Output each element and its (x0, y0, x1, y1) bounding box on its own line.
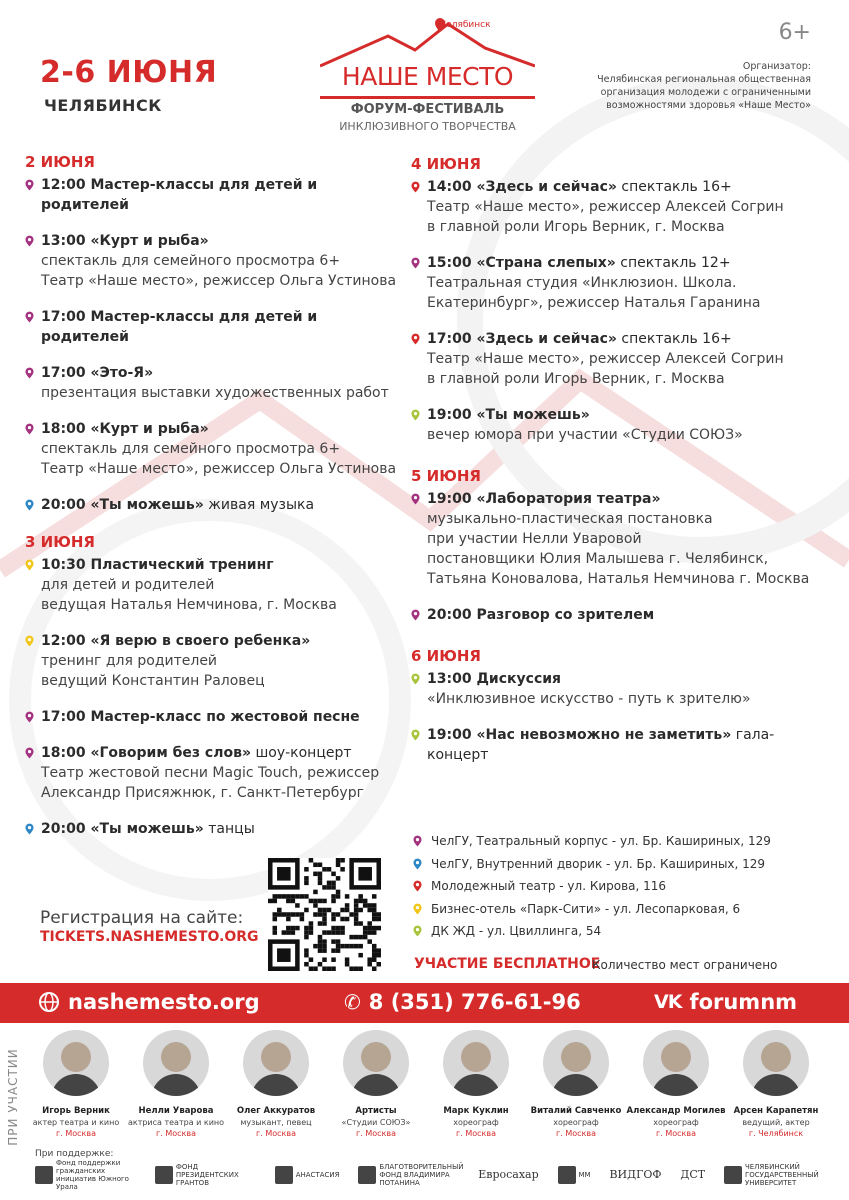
location-pin-icon (411, 493, 420, 505)
globe-icon (38, 991, 60, 1013)
schedule-event (411, 669, 831, 709)
event-title: 18:00 «Говорим без слов» (41, 745, 251, 761)
website-text: nashemesto.org (68, 990, 260, 1014)
sponsor-logo (155, 1163, 256, 1187)
event-type: живая музыка (203, 497, 315, 513)
logo-divider (320, 96, 535, 99)
avatar (43, 1030, 109, 1096)
schedule-event (411, 489, 831, 589)
schedule-event (411, 605, 831, 625)
guest-name: Александр Могилев (626, 1106, 726, 1116)
guest-role: музыкант, певец (240, 1118, 312, 1127)
event-title: 17:00 «Здесь и сейчас» (427, 331, 617, 347)
schedule-event (25, 363, 400, 403)
avatar (743, 1030, 809, 1096)
guest-name: Марк Куклин (443, 1106, 509, 1116)
sponsor-logo (558, 1166, 591, 1184)
guest-city: г. Москва (156, 1129, 196, 1138)
guest-card (326, 1030, 426, 1139)
guest-name: Арсен Карапетян (733, 1106, 819, 1116)
event-title: 17:00 Мастер-класс по жестовой песне (41, 709, 360, 725)
location-pin-icon (413, 880, 422, 892)
venue-text: Молодежный театр - ул. Кирова, 116 (431, 879, 667, 893)
event-type: спектакль 12+ (615, 255, 731, 271)
event-title: 20:00 «Ты можешь» (41, 497, 204, 513)
location-pin-icon (411, 409, 420, 421)
guest-city: г. Москва (56, 1129, 96, 1138)
sponsor-mark-icon (358, 1166, 376, 1184)
sponsor-mark-icon (558, 1166, 576, 1184)
event-detail: тренинг для родителей (41, 653, 218, 669)
avatar (343, 1030, 409, 1096)
sponsor-mark-icon (155, 1166, 173, 1184)
guest-city: г. Москва (556, 1129, 596, 1138)
sponsor-name: ФОНД ПРЕЗИДЕНТСКИХ ГРАНТОВ (175, 1163, 239, 1187)
logo-subtitle-2: ИНКЛЮЗИВНОГО ТВОРЧЕСТВА (339, 120, 516, 133)
schedule-event (25, 819, 400, 839)
venue-item (411, 875, 771, 898)
guest-role: хореограф (653, 1118, 699, 1127)
schedule-event (25, 555, 400, 615)
guest-role: хореограф (453, 1118, 499, 1127)
venue-text: ЧелГУ, Театральный корпус - ул. Бр. Кашириных, 129 (431, 834, 771, 848)
event-detail: Театральная студия «Инклюзион. Школа. (427, 275, 737, 291)
event-title: 19:00 «Лаборатория театра» (427, 491, 661, 507)
day-heading: 4 ИЮНЯ (411, 155, 481, 173)
schedule-event (411, 725, 831, 765)
event-detail: Театр «Наше место», режиссер Алексей Согрин (427, 199, 784, 215)
event-detail: Александр Присяжнюк, г. Санкт-Петербург (41, 785, 364, 801)
event-type: спектакль 16+ (616, 179, 732, 195)
phone-text: 8 (351) 776-61-96 (368, 990, 581, 1014)
schedule-event (25, 175, 400, 215)
location-pin-icon (25, 235, 34, 247)
event-detail: Театр «Наше место», режиссер Ольга Устинова (41, 273, 397, 289)
support-label: При поддержке: (35, 1149, 114, 1159)
event-detail: Театр «Наше место», режиссер Алексей Согрин (427, 351, 784, 367)
venue-text: Бизнес-отель «Парк-Сити» - ул. Лесопарковая, 6 (431, 901, 741, 916)
event-title: 19:00 «Нас невозможно не заметить» (427, 727, 732, 743)
event-detail: презентация выставки художественных работ (41, 385, 389, 401)
event-detail: спектакль для семейного просмотра 6+ (41, 253, 341, 269)
schedule-event (411, 329, 831, 389)
schedule-event (25, 231, 400, 291)
guest-role: актриса театра и кино (127, 1118, 225, 1127)
schedule-event (411, 405, 831, 445)
event-detail: музыкально-пластическая постановка (427, 511, 713, 527)
event-title: 20:00 «Ты можешь» (41, 821, 204, 837)
event-title: 15:00 «Страна слепых» (427, 255, 616, 271)
location-pin-icon (411, 257, 420, 269)
festival-logo (320, 18, 535, 136)
guest-card (126, 1030, 226, 1139)
sponsor-mark-icon (724, 1166, 742, 1184)
schedule-event (25, 707, 400, 727)
event-detail: ведущий Константин Раловец (41, 673, 265, 689)
day-heading: 2 ИЮНЯ (25, 153, 95, 171)
phone-contact[interactable] (344, 990, 581, 1014)
venue-item (411, 830, 771, 853)
guest-city: г. Челябинск (748, 1129, 804, 1138)
website-contact[interactable] (38, 990, 260, 1014)
event-title: 14:00 «Здесь и сейчас» (427, 179, 617, 195)
participants-label-text: ПРИ УЧАСТИИ (6, 1048, 20, 1146)
location-pin-icon (25, 823, 34, 835)
event-type: танцы (203, 821, 255, 837)
avatar (143, 1030, 209, 1096)
sponsor-name: ВИДГОФ (609, 1168, 662, 1181)
event-title: 12:00 «Я верю в своего ребенка» (41, 633, 311, 649)
sponsor-logos (35, 1158, 825, 1192)
location-pin-icon (25, 367, 34, 379)
schedule-left-column (25, 153, 400, 857)
event-type: гала-концерт (427, 727, 775, 763)
event-detail: постановщики Юлия Малышева г. Челябинск, (427, 551, 769, 567)
registration-label: Регистрация на сайте: (40, 908, 244, 928)
phone-icon: ✆ (344, 990, 361, 1014)
event-detail: ведущая Наталья Немчинова, г. Москва (41, 597, 337, 613)
location-pin-icon (411, 181, 420, 193)
sponsor-logo (478, 1168, 539, 1181)
avatar (543, 1030, 609, 1096)
sponsor-mark-icon (275, 1166, 293, 1184)
guest-city: г. Москва (356, 1129, 396, 1138)
event-title: 20:00 Разговор со зрителем (427, 607, 655, 623)
schedule-event (411, 177, 831, 237)
venue-item (411, 898, 771, 921)
location-pin-icon (25, 311, 34, 323)
guest-card (26, 1030, 126, 1139)
location-pin-icon (411, 673, 420, 685)
schedule-event (411, 253, 831, 313)
location-pin-icon (25, 179, 34, 191)
sponsor-logo (724, 1163, 825, 1187)
event-title: 12:00 Мастер-классы для детей и родителей (41, 177, 318, 213)
venue-legend (411, 830, 771, 943)
registration-link[interactable]: TICKETS.NASHEMESTO.ORG (40, 929, 259, 945)
avatar (643, 1030, 709, 1096)
free-participation: УЧАСТИЕ БЕСПЛАТНОЕ (414, 956, 601, 972)
event-detail: в главной роли Игорь Верник, г. Москва (427, 371, 725, 387)
event-detail: для детей и родителей (41, 577, 215, 593)
location-pin-icon (413, 835, 422, 847)
event-detail: Театр «Наше место», режиссер Ольга Устинова (41, 461, 397, 477)
schedule-right-column (411, 155, 831, 783)
guest-name: Олег Аккуратов (236, 1106, 316, 1116)
organizer-block (571, 60, 811, 112)
sponsor-name: Фонд поддержки гражданских инициатив Южного Урала (56, 1159, 129, 1191)
location-pin-icon (411, 609, 420, 621)
guest-role: «Студии СОЮЗ» (341, 1118, 411, 1127)
venue-item (411, 853, 771, 876)
sponsor-name: БЛАГОТВОРИТЕЛЬНЫЙ ФОНД ВЛАДИМИРА ПОТАНИНА (379, 1163, 464, 1187)
sponsor-name: ЧЕЛЯБИНСКИЙ ГОСУДАРСТВЕННЫЙ УНИВЕРСИТЕТ (744, 1163, 819, 1187)
vk-contact[interactable] (654, 990, 797, 1014)
guest-name: Нелли Уварова (138, 1106, 214, 1116)
logo-place: Челябинск (440, 20, 491, 30)
venue-item (411, 920, 771, 943)
guest-name: Игорь Верник (42, 1106, 110, 1116)
event-detail: в главной роли Игорь Верник, г. Москва (427, 219, 725, 235)
logo-name: НАШЕ МЕСТО (341, 62, 514, 91)
location-pin-icon (413, 858, 422, 870)
guest-card (226, 1030, 326, 1139)
guest-card (426, 1030, 526, 1139)
sponsor-name: ММ (578, 1171, 591, 1179)
guest-card (526, 1030, 626, 1139)
avatar (243, 1030, 309, 1096)
guest-city: г. Москва (256, 1129, 296, 1138)
event-detail: спектакль для семейного просмотра 6+ (41, 441, 341, 457)
sponsor-mark-icon (35, 1166, 53, 1184)
event-type: спектакль 16+ (616, 331, 732, 347)
logo-subtitle-1: ФОРУМ-ФЕСТИВАЛЬ (350, 102, 505, 117)
organizer-text: Челябинская региональная общественная организация молодежи с ограниченными возможностями здоровья «Наше Место» (597, 74, 811, 111)
sponsor-name: ДСТ (680, 1168, 706, 1181)
event-detail: вечер юмора при участии «Студии СОЮЗ» (427, 427, 743, 443)
organizer-label: Организатор: (742, 61, 811, 72)
event-detail: при участии Нелли Уваровой (427, 531, 642, 547)
venue-text: ДК ЖД - ул. Цвиллинга, 54 (431, 924, 602, 938)
sponsor-name: Евросахар (478, 1168, 539, 1181)
event-detail: Екатеринбург», режиссер Наталья Гаранина (427, 295, 761, 311)
event-title: 13:00 «Курт и рыба» (41, 233, 209, 249)
guest-role: актер театра и кино (32, 1118, 120, 1127)
guest-role: хореограф (553, 1118, 599, 1127)
guest-card (726, 1030, 826, 1139)
event-title: 13:00 Дискуссия (427, 671, 562, 687)
sponsor-logo (609, 1168, 662, 1181)
festival-dates: 2-6 ИЮНЯ (40, 55, 218, 90)
avatar (443, 1030, 509, 1096)
schedule-event (25, 419, 400, 479)
location-pin-icon (413, 903, 422, 915)
location-pin-icon (411, 333, 420, 345)
location-pin-icon (25, 635, 34, 647)
sponsor-name: АНАСТАСИЯ (295, 1171, 340, 1179)
event-title: 17:00 «Это-Я» (41, 365, 154, 381)
location-pin-icon (25, 499, 34, 511)
guest-city: г. Москва (656, 1129, 696, 1138)
day-heading: 5 ИЮНЯ (411, 467, 481, 485)
vk-icon: VK (654, 991, 682, 1013)
festival-city: ЧЕЛЯБИНСК (44, 96, 162, 115)
schedule-event (25, 631, 400, 691)
venue-text: ЧелГУ, Внутренний дворик - ул. Бр. Кашириных, 129 (431, 856, 766, 871)
sponsor-logo (358, 1163, 464, 1187)
guest-name: Виталий Савченко (530, 1106, 622, 1116)
location-pin-icon (25, 423, 34, 435)
day-heading: 3 ИЮНЯ (25, 533, 95, 551)
location-pin-icon (413, 925, 422, 937)
age-rating: 6+ (778, 20, 811, 45)
location-pin-icon (411, 729, 420, 741)
mountain-logo-icon (320, 18, 535, 68)
event-title: 18:00 «Курт и рыба» (41, 421, 209, 437)
day-heading: 6 ИЮНЯ (411, 647, 481, 665)
event-detail: «Инклюзивное искусство - путь к зрителю» (427, 691, 751, 707)
sponsor-logo (275, 1166, 340, 1184)
location-pin-icon (25, 711, 34, 723)
location-pin-icon (25, 559, 34, 571)
event-title: 19:00 «Ты можешь» (427, 407, 590, 423)
vk-text: forumnm (689, 990, 798, 1014)
contacts-bar (0, 983, 849, 1023)
sponsor-logo (680, 1168, 706, 1181)
qr-code[interactable] (268, 858, 381, 971)
event-detail: Татьяна Коновалова, Наталья Немчинова г. Москва (427, 571, 810, 587)
guest-name: Артисты (355, 1106, 397, 1116)
guest-city: г. Москва (456, 1129, 496, 1138)
schedule-event (25, 743, 400, 803)
participants-label (3, 1030, 23, 1168)
event-detail: Театр жестовой песни Magic Touch, режиссер (41, 765, 380, 781)
guest-role: ведущий, актер (742, 1118, 810, 1127)
schedule-event (25, 495, 400, 515)
limited-seats-note: Количество мест ограничено (592, 958, 778, 972)
event-title: 10:30 Пластический тренинг (41, 557, 274, 573)
event-type: шоу-концерт (251, 745, 352, 761)
location-pin-icon (25, 747, 34, 759)
guest-card (626, 1030, 726, 1139)
schedule-event (25, 307, 400, 347)
sponsor-logo (35, 1159, 136, 1191)
event-title: 17:00 Мастер-классы для детей и родителей (41, 309, 318, 345)
